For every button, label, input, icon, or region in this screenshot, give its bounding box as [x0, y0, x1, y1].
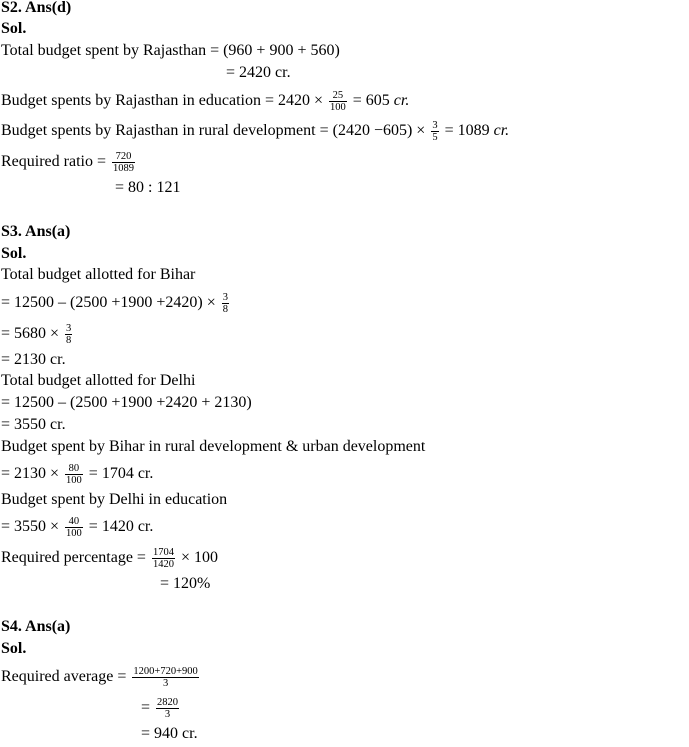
s4-heading: S4. Ans(a)	[1, 618, 71, 635]
s2-line-3-result: = 605	[352, 92, 390, 110]
numerator: 80	[65, 463, 83, 475]
denominator: 100	[66, 528, 82, 539]
s2-line-3-unit: cr.	[393, 92, 410, 110]
s2-line-4-result: = 1089	[444, 122, 490, 140]
s3-line-11	[1, 516, 153, 539]
s3-line-4: = 2130 cr.	[1, 351, 66, 368]
s2-line-5-text: Required ratio =	[1, 153, 106, 171]
s3-line-7: = 3550 cr.	[1, 416, 66, 433]
s3-line-12-fraction	[152, 547, 175, 570]
s2-line-2: = 2420 cr.	[226, 64, 291, 81]
denominator: 100	[66, 475, 82, 486]
s3-line-10: Budget spent by Delhi in education	[1, 491, 228, 508]
numerator: 25	[329, 90, 347, 102]
s2-sol-label: Sol.	[1, 20, 27, 37]
s2-line-3-fraction	[329, 90, 347, 113]
denominator: 3	[162, 678, 169, 689]
s4-sol-label: Sol.	[1, 640, 27, 657]
s4-line-1-text: Required average =	[1, 668, 127, 686]
denominator: 5	[432, 132, 438, 143]
s3-line-12-text: Required percentage =	[1, 549, 146, 567]
denominator: 3	[164, 709, 171, 720]
numerator: 40	[65, 516, 83, 528]
s3-line-6: = 12500 – (2500 +1900 +2420 + 2130)	[1, 394, 252, 411]
s3-line-11-fraction	[65, 516, 83, 539]
s2-line-3	[1, 90, 409, 113]
s3-heading: S3. Ans(a)	[1, 223, 71, 240]
s2-line-4-text: Budget spents by Rajasthan in rural development = (2420 −605) ×	[1, 122, 426, 140]
numerator: 1704	[152, 547, 174, 558]
s3-line-12-multiplier: × 100	[180, 549, 218, 567]
s4-line-2	[141, 697, 181, 720]
denominator: 8	[222, 304, 228, 315]
s4-line-1	[1, 666, 201, 689]
s3-line-9	[1, 463, 153, 486]
numerator: 3	[222, 292, 228, 303]
s3-line-8: Budget spent by Bihar in rural development & urban development	[1, 438, 426, 455]
s3-line-9-fraction	[65, 463, 83, 486]
s3-line-2-fraction	[222, 292, 229, 315]
s3-line-2	[1, 292, 231, 315]
s3-line-9-result: = 1704 cr.	[88, 465, 154, 483]
denominator: 1420	[152, 559, 174, 570]
s4-line-1-fraction	[132, 666, 198, 689]
numerator: 3	[66, 323, 72, 334]
s4-line-3: = 940 cr.	[141, 725, 198, 742]
numerator: 720	[112, 151, 135, 163]
numerator: 2820	[157, 697, 179, 708]
denominator: 100	[330, 102, 346, 113]
numerator: 1200+720+900	[133, 666, 198, 677]
s2-line-4-unit: cr.	[493, 122, 510, 140]
s2-line-4-fraction	[431, 120, 438, 143]
s2-line-1: Total budget spent by Rajasthan = (960 + 900 + 560)	[1, 42, 340, 59]
s3-line-11-result: = 1420 cr.	[88, 518, 154, 536]
s3-line-2-text: = 12500 – (2500 +1900 +2420) ×	[1, 294, 216, 312]
s3-line-5: Total budget allotted for Delhi	[1, 372, 196, 389]
s2-line-6: = 80 : 121	[115, 179, 181, 196]
s3-line-12	[1, 547, 218, 570]
denominator: 1089	[113, 163, 134, 174]
s2-line-4	[1, 120, 509, 143]
s2-line-3-text: Budget spents by Rajasthan in education = 2420 ×	[1, 92, 323, 110]
s3-line-11-text: = 3550 ×	[1, 518, 60, 536]
s3-sol-label: Sol.	[1, 245, 27, 262]
numerator: 3	[432, 120, 438, 131]
s2-line-5-fraction	[112, 151, 135, 174]
s3-line-9-text: = 2130 ×	[1, 465, 60, 483]
s3-line-13: = 120%	[160, 575, 211, 592]
s3-line-3-text: = 5680 ×	[1, 325, 60, 343]
s4-line-2-fraction	[156, 697, 179, 720]
s2-line-5	[1, 151, 137, 174]
s4-line-2-text: =	[141, 699, 151, 717]
s3-line-1: Total budget allotted for Bihar	[1, 266, 196, 283]
s3-line-3	[1, 323, 74, 346]
s2-heading: S2. Ans(d)	[1, 0, 72, 16]
denominator: 8	[66, 335, 72, 346]
s3-line-3-fraction	[65, 323, 72, 346]
